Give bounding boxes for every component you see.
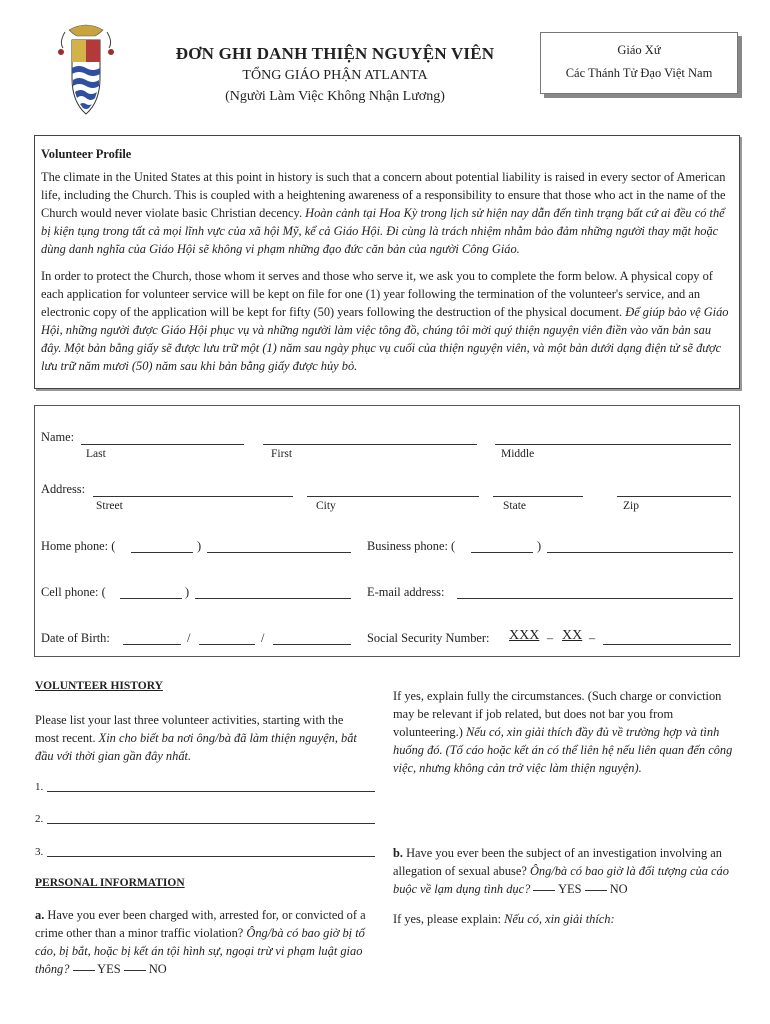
first-caption: First [271,448,293,460]
email-label: E-mail address: [367,585,445,599]
dob-year-field[interactable] [273,644,351,645]
history-item-2-number: 2. [35,813,44,825]
archdiocese-name: TỔNG GIÁO PHẬN ATLANTA [242,68,428,83]
question-b-no: NO [609,882,628,896]
business-phone-area-field[interactable] [471,552,533,553]
question-a-label: a. [35,908,45,922]
parish-name: Các Thánh Tử Đạo Việt Nam [565,66,713,80]
state-field[interactable] [493,496,583,497]
ssn-label: Social Security Number: [367,631,490,645]
parish-box [540,32,738,94]
volunteer-profile-box [34,135,740,389]
volunteer-history-heading: VOLUNTEER HISTORY [35,680,163,692]
first-name-field[interactable] [263,444,477,445]
question-b-label: b. [393,846,403,860]
email-field[interactable] [457,598,733,599]
please-explain-english: If yes, please explain: [393,912,502,926]
question-a-yes: YES [97,962,121,976]
history-prompt [35,711,365,765]
dob-label: Date of Birth: [41,631,110,645]
question-b [393,844,739,898]
profile-paragraph-2 [41,267,733,375]
question-a-english: Have you ever been charged with, arrested for, or convicted of a crime other than a minor traffic violation? [35,908,366,940]
question-b-yes: YES [558,882,582,896]
cell-phone-area-field[interactable] [120,598,182,599]
question-a [35,906,370,978]
city-field[interactable] [307,496,479,497]
para1-vietnamese: Hoàn cảnh tại Hoa Kỳ trong lịch sử hiện nay dẫn đến tình trạng bất cứ ai đều có thể bị kiện tụng trong tất cả mọi lĩnh vực của xã hội Mỹ, kể cả Giáo Hội. Đi cùng là trách nhiệm nhằm bảo đảm những người thay mặt hoặc dùng danh nghĩa của Giáo Hội sẽ không vi phạm những đạo đức căn bản của người Công Giáo. [41,206,725,256]
profile-paragraph-1 [41,168,733,258]
home-phone-label: Home phone: ( [41,539,116,553]
business-phone-paren: ) [537,539,542,553]
middle-caption: Middle [501,448,535,460]
cell-phone-label: Cell phone: ( [41,585,106,599]
last-caption: Last [86,448,106,460]
contact-form-box [34,405,740,657]
form-title: ĐƠN GHI DANH THIỆN NGUYỆN VIÊN [175,44,495,63]
city-caption: City [316,500,336,512]
cell-phone-field[interactable] [195,598,351,599]
home-phone-paren: ) [197,539,202,553]
unpaid-note: (Người Làm Việc Không Nhận Lương) [225,89,445,104]
history-item-3-field[interactable] [47,856,375,857]
history-item-3-number: 3. [35,846,44,858]
zip-field[interactable] [617,496,731,497]
explain-circumstances [393,687,739,777]
business-phone-label: Business phone: ( [367,539,456,553]
question-a-yes-field[interactable] [73,970,95,971]
dob-slash-2: / [261,631,265,645]
question-a-no-field[interactable] [124,970,146,971]
question-b-no-field[interactable] [585,890,607,891]
history-item-1-field[interactable] [47,791,375,792]
question-a-vietnamese: Ông/bà có bao giờ bị tố cáo, bị bắt, hoặc bị kết án tội hình sự, ngoại trừ vi phạm luật giao thông? [35,926,365,976]
personal-information-heading: PERSONAL INFORMATION [35,877,185,889]
ssn-dash-1: – [547,631,554,645]
dob-day-field[interactable] [199,644,255,645]
para1-english: The climate in the United States at this point in history is such that a concern about potential liability is raised in every sector of American life, including the Church. This is coupled with a heightening awareness of a responsibility to ensure that those who act in the name of the Church would never violate basic Christian decency. [41,170,726,220]
please-explain-vietnamese: Nếu có, xin giải thích: [504,912,615,926]
cell-phone-paren: ) [185,585,190,599]
business-phone-field[interactable] [547,552,733,553]
history-item-2-field[interactable] [47,823,375,824]
zip-caption: Zip [623,500,639,512]
home-phone-area-field[interactable] [131,552,193,553]
ssn-masked-2: XX [562,628,583,643]
ssn-dash-2: – [589,631,596,645]
explain-vietnamese: Nếu có, xin giải thích đầy đủ về trường hợp và tình huống đó. (Tố cáo hoặc kết án có thể liên hệ nếu liên quan đến công việc, nhưng không cản trở việc làm thiện nguyện). [393,725,733,775]
middle-name-field[interactable] [495,444,731,445]
home-phone-field[interactable] [207,552,351,553]
history-prompt-vietnamese: Xin cho biết ba nơi ông/bà đã làm thiện nguyện, bắt đầu với thời gian gần đây nhất. [35,731,357,763]
history-prompt-english: Please list your last three volunteer activities, starting with the most recent. [35,713,344,745]
dob-slash-1: / [187,631,191,645]
para2-english: In order to protect the Church, those whom it serves and those who serve it, we ask you to complete the form below. A physical copy of each application for volunteer service will be kept on file for one (1) year following the termination of the volunteer's service, and an electronic copy of the application will be kept for fifty (50) years following the destruction of the physical document. [41,269,713,319]
archdiocese-crest-logo [55,22,117,122]
name-label: Name: [41,430,75,444]
explain-english: If yes, explain fully the circumstances. (Such charge or conviction may be relevant if job related, but does not bar you from volunteering.) [393,689,722,739]
parish-label: Giáo Xứ [617,43,661,57]
profile-heading: Volunteer Profile [41,147,132,161]
street-field[interactable] [93,496,293,497]
question-b-yes-field[interactable] [533,890,555,891]
street-caption: Street [96,500,123,512]
question-b-vietnamese: Ông/bà có bao giờ là đối tượng của cáo buộc về lạm dụng tình dục? [393,864,729,896]
para2-vietnamese: Để giúp bảo vệ Giáo Hội, những người được Giáo Hội phục vụ và những người làm việc tông đồ, chúng tôi mời quý thiện nguyện viên điền vào văn bản sau đây. Một bản bằng giấy sẽ được lưu trữ một (1) năm sau ngày phục vụ cuối của thiện nguyện viên, và một bản dưới dạng điện tử sẽ được lưu trữ năm mươi (50) năm sau khi bản bằng giấy được hủy bỏ. [41,305,729,373]
ssn-last4-field[interactable] [603,644,731,645]
ssn-masked-1: XXX [509,628,540,643]
please-explain [393,910,739,928]
address-label: Address: [41,482,86,496]
last-name-field[interactable] [81,444,244,445]
state-caption: State [503,500,526,512]
question-b-english: Have you ever been the subject of an investigation involving an allegation of sexual abuse? [393,846,722,878]
question-a-no: NO [148,962,167,976]
dob-month-field[interactable] [123,644,181,645]
history-item-1-number: 1. [35,781,44,793]
